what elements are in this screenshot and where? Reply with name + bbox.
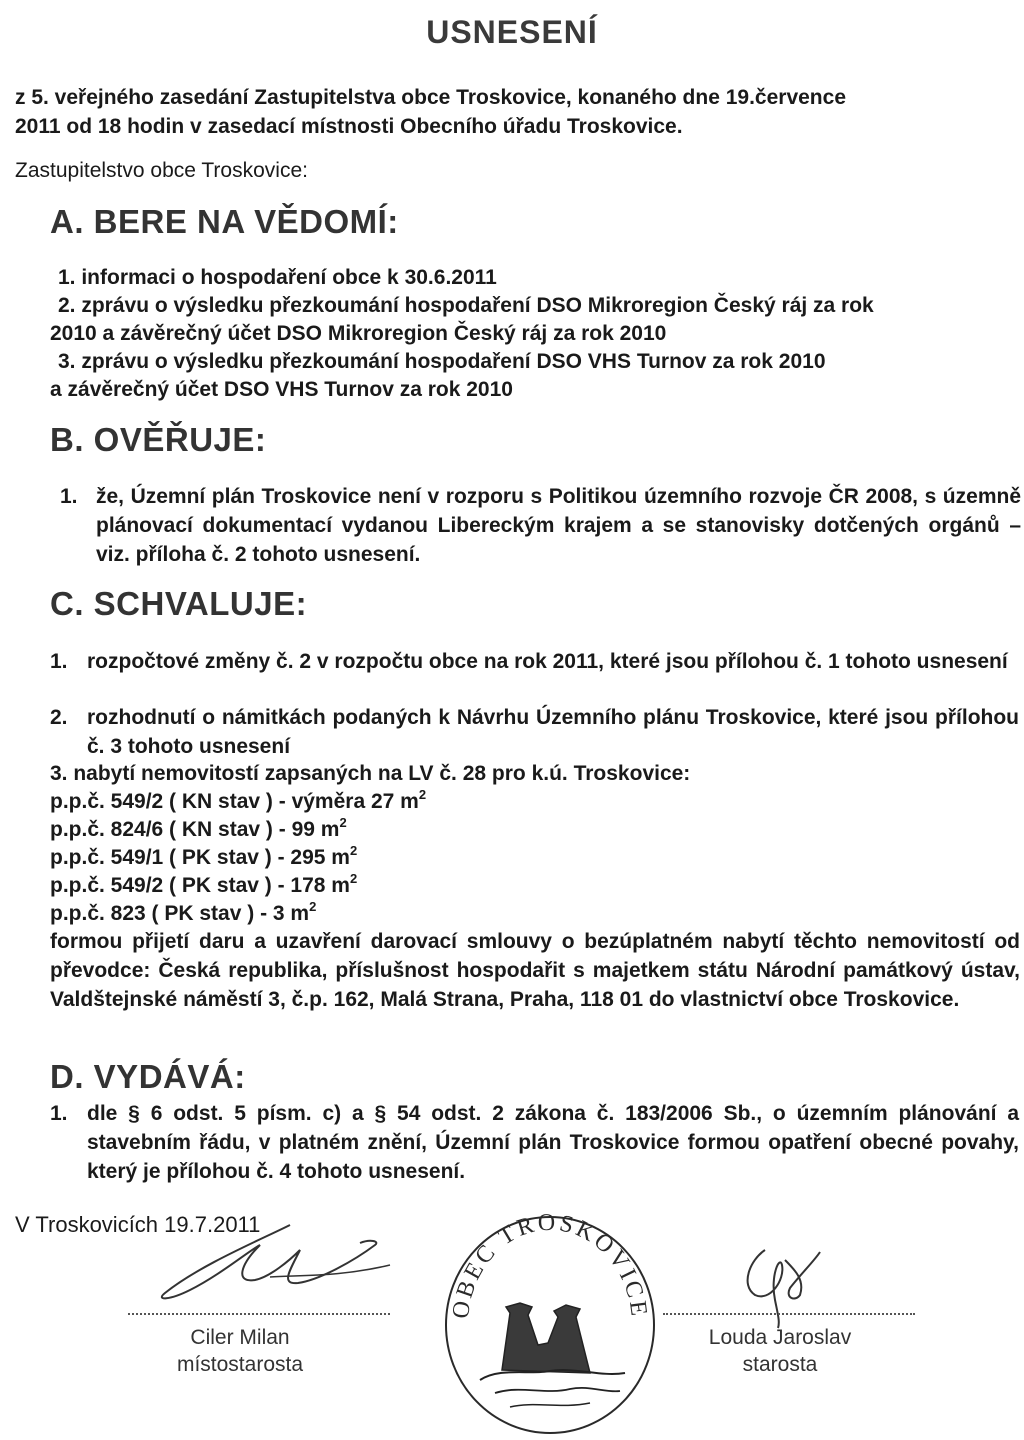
section-d-item-number: 1.	[50, 1102, 68, 1125]
left-signatory-name: Ciler Milan	[190, 1326, 290, 1349]
section-c-item-2-text: rozhodnutí o námitkách podaných k Návrhu Územního plánu Troskovice, které jsou přílohou č. 3 tohoto usnesení	[87, 706, 1019, 758]
section-d-heading: D. VYDÁVÁ:	[50, 1058, 246, 1095]
section-a-item-2-line-1: 2. zprávu o výsledku přezkoumání hospodaření DSO Mikroregion Český ráj za rok	[58, 294, 874, 317]
section-d-item-text: dle § 6 odst. 5 písm. c) a § 54 odst. 2 zákona č. 183/2006 Sb., o územním plánování a stavebním řádu, v platném znění, Územní plán Troskovice formou opatření obecné povahy, který je přílohou č. 4 tohoto usnesení.	[87, 1102, 1019, 1183]
parcel-line: p.p.č. 549/1 ( PK stav ) - 295 $m^2$	[50, 843, 358, 869]
right-signatory-name: Louda Jaroslav	[708, 1326, 852, 1349]
left-signatory-role: místostarosta	[176, 1353, 304, 1376]
parcel-line: p.p.č. 823 ( PK stav ) - 3 $m^2$	[50, 899, 317, 925]
section-c-item-1-number: 1.	[50, 650, 68, 673]
section-a-item-3-line-2: a závěrečný účet DSO VHS Turnov za rok 2010	[50, 378, 513, 401]
municipal-stamp-icon	[440, 1195, 660, 1435]
section-b-item-number: 1.	[60, 485, 78, 508]
left-signature-icon	[140, 1205, 400, 1310]
right-signature-icon	[720, 1240, 830, 1330]
section-c-item-3: 3. nabytí nemovitostí zapsaných na LV č. 28 pro k.ú. Troskovice:	[50, 762, 691, 785]
section-c-item-2-number: 2.	[50, 706, 68, 729]
section-a-item-1: 1. informaci o hospodaření obce k 30.6.2011	[58, 266, 497, 289]
intro-line-1: z 5. veřejného zasedání Zastupitelstva obce Troskovice, konaného dne 19.července	[15, 86, 846, 109]
intro-line-2: 2011 od 18 hodin v zasedací místnosti Obecního úřadu Troskovice.	[15, 115, 683, 138]
parcel-line: p.p.č. 549/2 ( PK stav ) - 178 $m^2$	[50, 871, 358, 897]
section-c-item-1-text: rozpočtové změny č. 2 v rozpočtu obce na rok 2011, které jsou přílohou č. 1 tohoto usnesení	[87, 650, 1008, 673]
section-c-heading: C. SCHVALUJE:	[50, 585, 308, 622]
left-signature-line	[128, 1313, 390, 1315]
parcel-line: p.p.č. 549/2 ( KN stav ) - výměra 27 $m^2$	[50, 787, 427, 813]
section-b-heading: B. OVĚŘUJE:	[50, 421, 267, 458]
council-label: Zastupitelstvo obce Troskovice:	[15, 159, 308, 182]
section-a-item-3-line-1: 3. zprávu o výsledku přezkoumání hospodaření DSO VHS Turnov za rok 2010	[58, 350, 826, 373]
section-a-heading: A. BERE NA VĚDOMÍ:	[50, 203, 399, 240]
section-b-item-text: že, Územní plán Troskovice není v rozporu s Politikou územního rozvoje ČR 2008, s územně plánovací dokumentací vydanou Libereckým krajem a se stanovisky dotčených orgánů – viz. příloha č. 2 tohoto usnesení.	[96, 485, 1021, 566]
right-signatory-role: starosta	[742, 1353, 818, 1376]
right-signature-line	[663, 1313, 915, 1315]
svg-text:OBEC TROSKOVICE: OBEC TROSKOVICE	[447, 1209, 653, 1321]
place-date: V Troskovicích 19.7.2011	[15, 1212, 261, 1237]
document-title: USNESENÍ	[426, 14, 598, 50]
parcel-line: p.p.č. 824/6 ( KN stav ) - 99 $m^2$	[50, 815, 347, 841]
section-a-item-2-line-2: 2010 a závěrečný účet DSO Mikroregion Český ráj za rok 2010	[50, 322, 667, 345]
section-c-closing-text: formou přijetí daru a uzavření darovací smlouvy o bezúplatném nabytí těchto nemovitostí od převodce: Česká republika, příslušnost hospodařit s majetkem státu Národní památkový ústav, Valdštejnské náměstí 3, č.p. 162, Malá Strana, Praha, 118 01 do vlastnictví obce Troskovice.	[50, 930, 1020, 1011]
